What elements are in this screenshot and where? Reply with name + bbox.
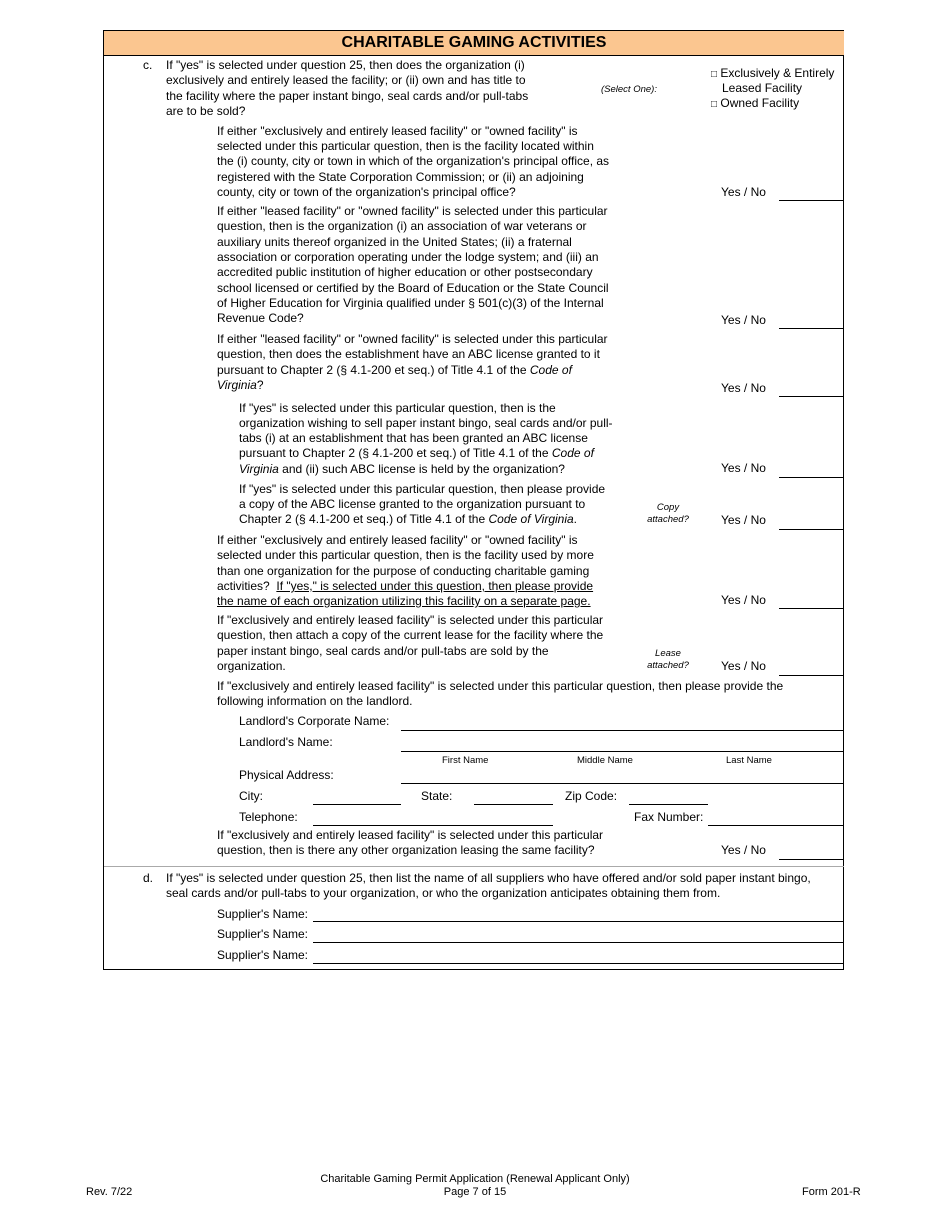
q4-line: If "yes" is selected under this particular question, then is the: [239, 401, 556, 415]
q7-line: paper instant bingo, seal cards and/or pull-tabs are sold by the: [217, 644, 549, 658]
supplier-name-field[interactable]: [313, 963, 844, 964]
option-label: Owned Facility: [720, 96, 800, 110]
q1-line: selected under this particular question, then is the facility located within: [217, 139, 594, 153]
supplier-name-label: Supplier's Name:: [217, 927, 308, 941]
q5-line: If "yes" is selected under this particular question, then please provide: [239, 482, 606, 496]
q3-line: question, then does the establishment have an ABC license granted to it: [217, 347, 600, 361]
zip-field[interactable]: [629, 804, 708, 805]
supplier-name-field[interactable]: [313, 942, 844, 943]
footer-title: Charitable Gaming Permit Application (Renewal Applicant Only): [320, 1173, 630, 1185]
answer-line[interactable]: [779, 396, 844, 397]
yes-no-label: Yes / No: [721, 843, 766, 857]
q7-line: question, then attach a copy of the current lease for the facility where the: [217, 628, 604, 642]
q1-line: the (i) county, city or town in which of the organization's principal office, as: [217, 154, 610, 168]
landlord-intro-line: If "exclusively and entirely leased facility" is selected under this particular question, then please provide the: [217, 679, 784, 693]
answer-line[interactable]: [779, 675, 844, 676]
checkbox-icon[interactable]: □: [711, 69, 718, 80]
yes-no-label: Yes / No: [721, 513, 766, 527]
section-d-letter: d.: [143, 871, 154, 885]
q2-line: association or corporation operating under the lodge system; and (iii) an: [217, 250, 599, 264]
middle-name-caption: Middle Name: [577, 755, 633, 766]
q1-line: registered with the State Corporation Commission; or (ii) an adjoining: [217, 170, 584, 184]
lease-attached-label: Lease attached?: [647, 648, 689, 671]
checkbox-icon[interactable]: □: [711, 99, 718, 110]
section-d-question-line: If "yes" is selected under question 25, then list the name of all suppliers who have offered and/or sold paper instant bingo,: [166, 871, 811, 885]
city-field[interactable]: [313, 804, 401, 805]
option-owned-facility[interactable]: [711, 96, 799, 112]
telephone-label: Telephone:: [239, 810, 298, 824]
section-c-question-line: the facility where the paper instant bingo, seal cards and/or pull-tabs: [166, 89, 529, 103]
yes-no-label: Yes / No: [721, 185, 766, 199]
physical-address-field[interactable]: [401, 783, 844, 784]
answer-line[interactable]: [779, 859, 844, 860]
copy-attached-label: Copy attached?: [647, 502, 689, 525]
answer-line[interactable]: [779, 608, 844, 609]
q5-line: Chapter 2 (§ 4.1-200 et seq.) of Title 4.1 of the Code of Virginia.: [239, 512, 578, 526]
q2-line: school licensed or certified by the Board of Education or the State Council: [217, 281, 609, 295]
q6-line: the name of each organization utilizing this facility on a separate page.: [217, 594, 591, 608]
yes-no-label: Yes / No: [721, 659, 766, 673]
option-exclusively-leased[interactable]: [711, 66, 834, 82]
supplier-name-label: Supplier's Name:: [217, 907, 308, 921]
q3-line: If either "leased facility" or "owned facility" is selected under this particular: [217, 332, 608, 346]
landlord-name-label: Landlord's Name:: [239, 735, 333, 749]
state-field[interactable]: [474, 804, 553, 805]
q6-line: If either "exclusively and entirely leased facility" or "owned facility" is: [217, 533, 578, 547]
zip-label: Zip Code:: [565, 789, 618, 803]
q8-line: question, then is there any other organization leasing the same facility?: [217, 843, 595, 857]
answer-line[interactable]: [779, 200, 844, 201]
q4-line: pursuant to Chapter 2 (§ 4.1-200 et seq.) of Title 4.1 of the Code of: [239, 446, 594, 460]
fax-field[interactable]: [708, 825, 844, 826]
last-name-caption: Last Name: [726, 755, 772, 766]
answer-line[interactable]: [779, 328, 844, 329]
footer-rev: Rev. 7/22: [86, 1186, 133, 1198]
section-c-question-line: If "yes" is selected under question 25, then does the organization (i): [166, 58, 525, 72]
landlord-corp-field[interactable]: [401, 730, 844, 731]
q2-line: accredited public institution of higher education or other postsecondary: [217, 265, 593, 279]
q1-line: county, city or town of the organization's principal office?: [217, 185, 516, 199]
q6-line: than one organization for the purpose of conducting charitable gaming: [217, 564, 590, 578]
state-label: State:: [421, 789, 453, 803]
q6-line: selected under this particular question, then is the facility used by more: [217, 548, 594, 562]
q2-line: of Higher Education for Virginia qualified under § 501(c)(3) of the Internal: [217, 296, 604, 310]
section-header: CHARITABLE GAMING ACTIVITIES: [104, 31, 844, 56]
yes-no-label: Yes / No: [721, 381, 766, 395]
section-d-question-line: seal cards and/or pull-tabs to your organization, or who the organization anticipates obtaining them from.: [166, 886, 721, 900]
option-label: Exclusively & Entirely: [720, 66, 835, 80]
supplier-name-field[interactable]: [313, 921, 844, 922]
yes-no-label: Yes / No: [721, 313, 766, 327]
answer-line[interactable]: [779, 477, 844, 478]
section-c-question-line: exclusively and entirely leased the facility; or (ii) own and has title to: [166, 73, 526, 87]
q8-line: If "exclusively and entirely leased facility" is selected under this particular: [217, 828, 604, 842]
city-label: City:: [239, 789, 263, 803]
q1-line: If either "exclusively and entirely leased facility" or "owned facility" is: [217, 124, 578, 138]
first-name-caption: First Name: [442, 755, 489, 766]
q3-line: pursuant to Chapter 2 (§ 4.1-200 et seq.) of Title 4.1 of the Code of: [217, 363, 572, 377]
landlord-name-field[interactable]: [401, 751, 844, 752]
q7-line: organization.: [217, 659, 286, 673]
landlord-corp-label: Landlord's Corporate Name:: [239, 714, 390, 728]
section-c-letter: c.: [143, 58, 153, 72]
q2-line: If either "leased facility" or "owned facility" is selected under this particular: [217, 204, 608, 218]
q6-line: activities? If "yes," is selected under this question, then please provide: [217, 579, 594, 593]
q4-line: Virginia and (ii) such ABC license is held by the organization?: [239, 462, 565, 476]
q2-line: Revenue Code?: [217, 311, 304, 325]
q4-line: tabs (i) at an establishment that has been granted an ABC license: [239, 431, 588, 445]
footer-form-number: Form 201-R: [802, 1186, 861, 1198]
footer-page-number: Page 7 of 15: [443, 1186, 507, 1198]
yes-no-label: Yes / No: [721, 593, 766, 607]
fax-label: Fax Number:: [634, 810, 704, 824]
q2-line: question, then is the organization (i) an association of war veterans or: [217, 219, 587, 233]
q7-line: If "exclusively and entirely leased facility" is selected under this particular: [217, 613, 604, 627]
section-divider: [104, 866, 844, 867]
answer-line[interactable]: [779, 529, 844, 530]
yes-no-label: Yes / No: [721, 461, 766, 475]
option-label: Leased Facility: [722, 81, 803, 95]
q5-line: a copy of the ABC license granted to the organization pursuant to: [239, 497, 586, 511]
section-c-question-line: are to be sold?: [166, 104, 246, 118]
supplier-name-label: Supplier's Name:: [217, 948, 308, 962]
telephone-field[interactable]: [313, 825, 553, 826]
physical-address-label: Physical Address:: [239, 768, 334, 782]
select-one-label: (Select One):: [601, 84, 657, 95]
q3-line: Virginia?: [217, 378, 264, 392]
q4-line: organization wishing to sell paper instant bingo, seal cards and/or pull-: [239, 416, 613, 430]
landlord-intro-line: following information on the landlord.: [217, 694, 413, 708]
q2-line: auxiliary units thereof organized in the United States; (ii) a fraternal: [217, 235, 572, 249]
